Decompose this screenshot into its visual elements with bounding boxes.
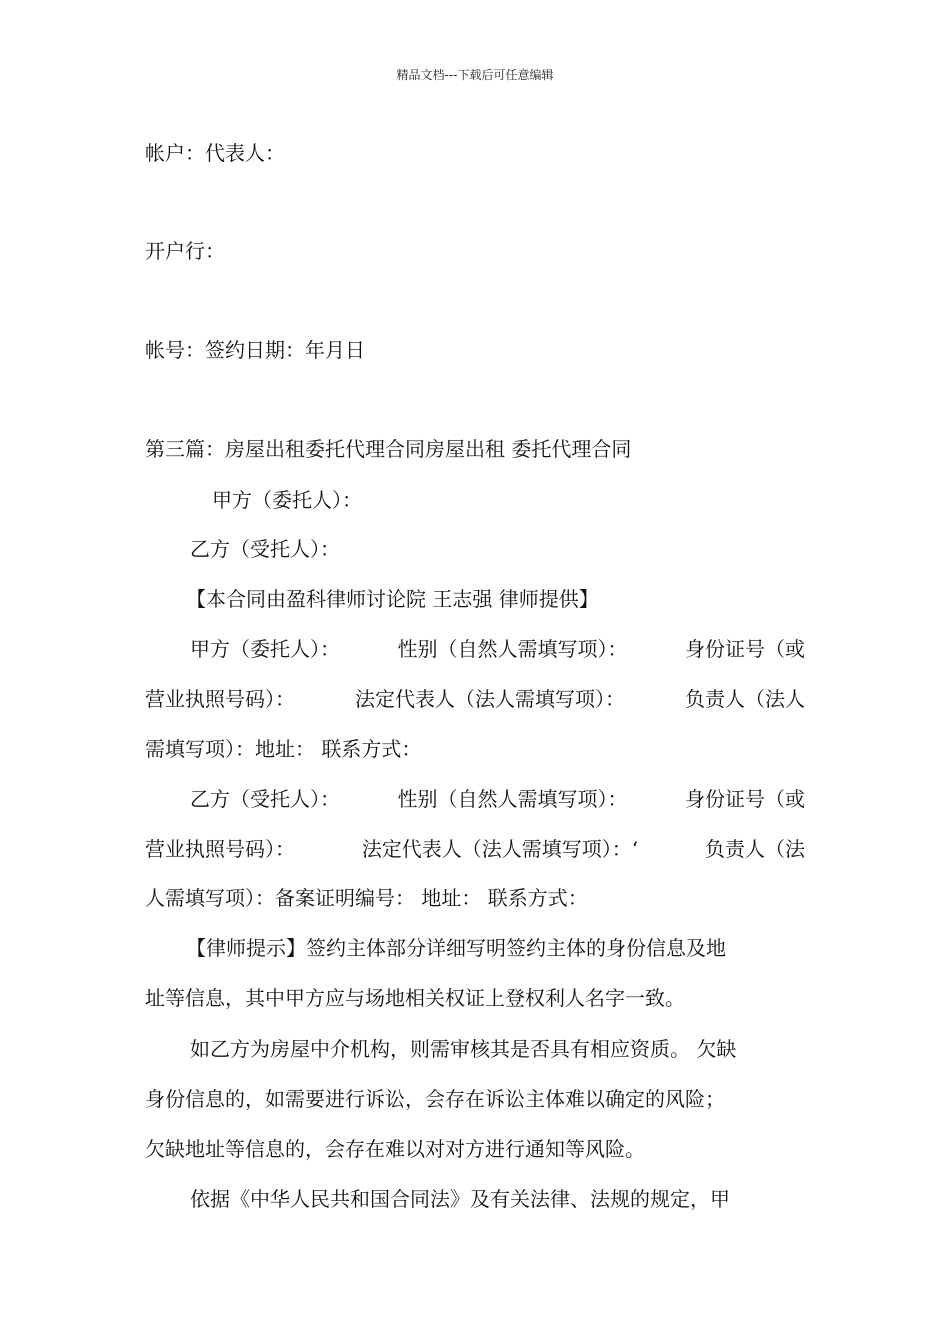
agency-note-line-1: 如乙方为房屋中介机构，则需审核其是否具有相应资质。 欠缺 bbox=[190, 1037, 737, 1061]
party-b-line-1 bbox=[190, 789, 805, 809]
bank-line: 开户行： bbox=[145, 239, 225, 263]
lawyer-tip-line-1: 【律师提示】签约主体部分详细写明签约主体的身份信息及地 bbox=[186, 936, 726, 960]
legal-basis-line-1: 依据《中华人民共和国合同法》及有关法律、法规的规定，甲 bbox=[190, 1187, 730, 1211]
party-a-label: 甲方（委托人）： bbox=[190, 637, 340, 661]
party-b-id: 身份证号（或 bbox=[685, 787, 805, 811]
party-a-legal-rep: 法定代表人（法人需填写项）： bbox=[355, 687, 625, 711]
party-b-heading: 乙方（受托人）： bbox=[190, 537, 340, 561]
party-a-responsible: 负责人（法人 bbox=[685, 687, 805, 711]
party-a-license: 营业执照号码）： bbox=[145, 687, 295, 711]
party-b-line-3: 人需填写项）：备案证明编号： 地址： 联系方式： bbox=[145, 886, 588, 910]
party-a-line-1 bbox=[190, 639, 805, 659]
party-b-responsible: 负责人（法 bbox=[704, 837, 805, 861]
party-b-gender: 性别（自然人需填写项）： bbox=[397, 787, 628, 811]
party-a-id: 身份证号（或 bbox=[685, 637, 805, 661]
party-a-gender: 性别（自然人需填写项）： bbox=[397, 637, 628, 661]
contract-provider-note: 【本合同由盈科律师讨论院 王志强 律师提供】 bbox=[186, 587, 599, 611]
party-a-heading: 甲方（委托人）： bbox=[212, 488, 362, 512]
account-number-date-line: 帐号：签约日期：年月日 bbox=[145, 338, 365, 362]
party-b-label: 乙方（受托人）： bbox=[190, 787, 340, 811]
page-header: 精品文档---下载后可任意编辑 bbox=[396, 68, 554, 82]
party-b-legal-rep: 法定代表人（法人需填写项）：‘ bbox=[361, 837, 639, 861]
account-representative-line: 帐户：代表人： bbox=[145, 141, 285, 165]
agency-note-line-3: 欠缺地址等信息的，会存在难以对对方进行通知等风险。 bbox=[145, 1137, 645, 1161]
lawyer-tip-line-2: 址等信息，其中甲方应与场地相关权证上登权利人名字一致。 bbox=[145, 986, 685, 1010]
party-b-license: 营业执照号码）： bbox=[145, 837, 295, 861]
chapter-title: 第三篇：房屋出租委托代理合同房屋出租 委托代理合同 bbox=[145, 437, 632, 461]
party-a-line-2 bbox=[145, 689, 805, 709]
agency-note-line-2: 身份信息的，如需要进行诉讼，会存在诉讼主体难以确定的风险； bbox=[145, 1087, 725, 1111]
party-b-line-2 bbox=[145, 839, 805, 859]
party-a-line-3: 需填写项）：地址： 联系方式： bbox=[145, 737, 422, 761]
